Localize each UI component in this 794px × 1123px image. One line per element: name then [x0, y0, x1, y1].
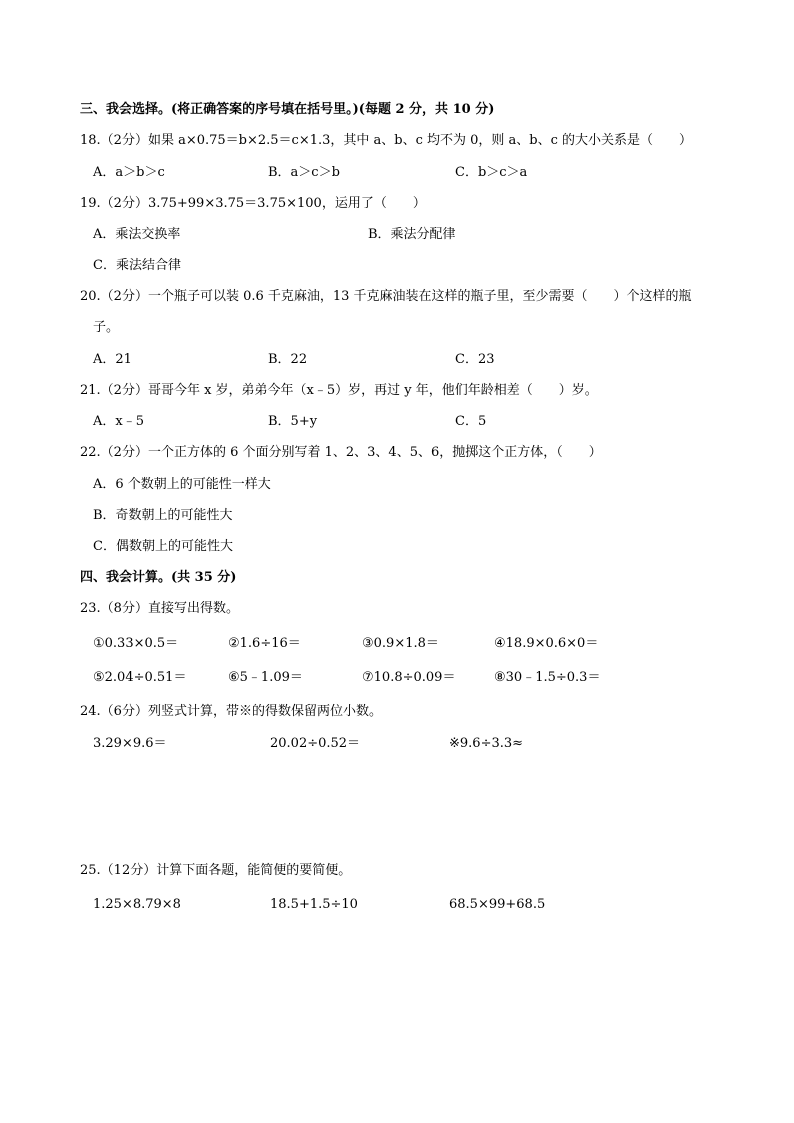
- section3-title: 三、我会选择。(将正确答案的序号填在括号里。)(每题 2 分，共 10 分): [80, 102, 495, 117]
- q24-item-3: ※9.6÷3.3≈: [449, 736, 524, 751]
- q25-item-3: 68.5×99+68.5: [449, 897, 546, 912]
- q19-option-a: A．乘法交换率: [93, 227, 181, 242]
- q18-option-a: A．a＞b＞c: [93, 165, 165, 180]
- q23-item-3: ③0.9×1.8＝: [362, 636, 439, 651]
- q23-item-8: ⑧30﹣1.5÷0.3＝: [494, 670, 601, 685]
- q24-item-1: 3.29×9.6＝: [93, 736, 167, 751]
- q24-item-2: 20.02÷0.52＝: [270, 736, 361, 751]
- q25-stem: 25.（12分）计算下面各题，能简便的要简便。: [80, 863, 352, 878]
- q23-stem: 23.（8分）直接写出得数。: [80, 601, 239, 616]
- q23-item-7: ⑦10.8÷0.09＝: [362, 670, 456, 685]
- q21-option-b: B．5+y: [268, 414, 318, 429]
- q20-option-a: A．21: [93, 352, 132, 367]
- q20-stem-continued: 子。: [93, 320, 120, 335]
- q20-option-b: B．22: [268, 352, 308, 367]
- q22-option-b: B．奇数朝上的可能性大: [93, 508, 233, 523]
- q21-option-a: A．x﹣5: [93, 414, 144, 429]
- q18-stem: 18.（2分）如果 a×0.75＝b×2.5＝c×1.3，其中 a、b、c 均不为 0，则 a、b、c 的大小关系是（ ）: [80, 133, 693, 148]
- q22-option-c: C．偶数朝上的可能性大: [93, 539, 233, 554]
- q18-option-b: B．a＞c＞b: [268, 165, 340, 180]
- q23-item-4: ④18.9×0.6×0＝: [494, 636, 599, 651]
- q22-option-a: A．6 个数朝上的可能性一样大: [93, 477, 271, 492]
- q25-item-1: 1.25×8.79×8: [93, 897, 181, 912]
- q20-stem: 20.（2分）一个瓶子可以装 0.6 千克麻油，13 千克麻油装在这样的瓶子里，至少需要（ ）个这样的瓶: [80, 289, 692, 304]
- q23-item-1: ①0.33×0.5＝: [93, 636, 179, 651]
- q22-stem: 22.（2分）一个正方体的 6 个面分别写着 1、2、3、4、5、6，抛掷这个正方体，（ ）: [80, 445, 602, 460]
- section4-title: 四、我会计算。(共 35 分): [80, 570, 237, 585]
- q24-stem: 24.（6分）列竖式计算，带※的得数保留两位小数。: [80, 704, 382, 719]
- q23-item-5: ⑤2.04÷0.51＝: [93, 670, 187, 685]
- q23-item-6: ⑥5﹣1.09＝: [228, 670, 303, 685]
- q23-item-2: ②1.6÷16＝: [228, 636, 301, 651]
- q19-option-c: C．乘法结合律: [93, 258, 181, 273]
- q20-option-c: C．23: [455, 352, 495, 367]
- q21-stem: 21.（2分）哥哥今年 x 岁，弟弟今年（x﹣5）岁，再过 y 年，他们年龄相差（ ）岁。: [80, 383, 598, 398]
- q21-option-c: C．5: [455, 414, 487, 429]
- q19-stem: 19.（2分）3.75+99×3.75＝3.75×100，运用了（ ）: [80, 196, 426, 211]
- q25-item-2: 18.5+1.5÷10: [270, 897, 358, 912]
- q19-option-b: B．乘法分配律: [368, 227, 456, 242]
- q18-option-c: C．b＞c＞a: [455, 165, 528, 180]
